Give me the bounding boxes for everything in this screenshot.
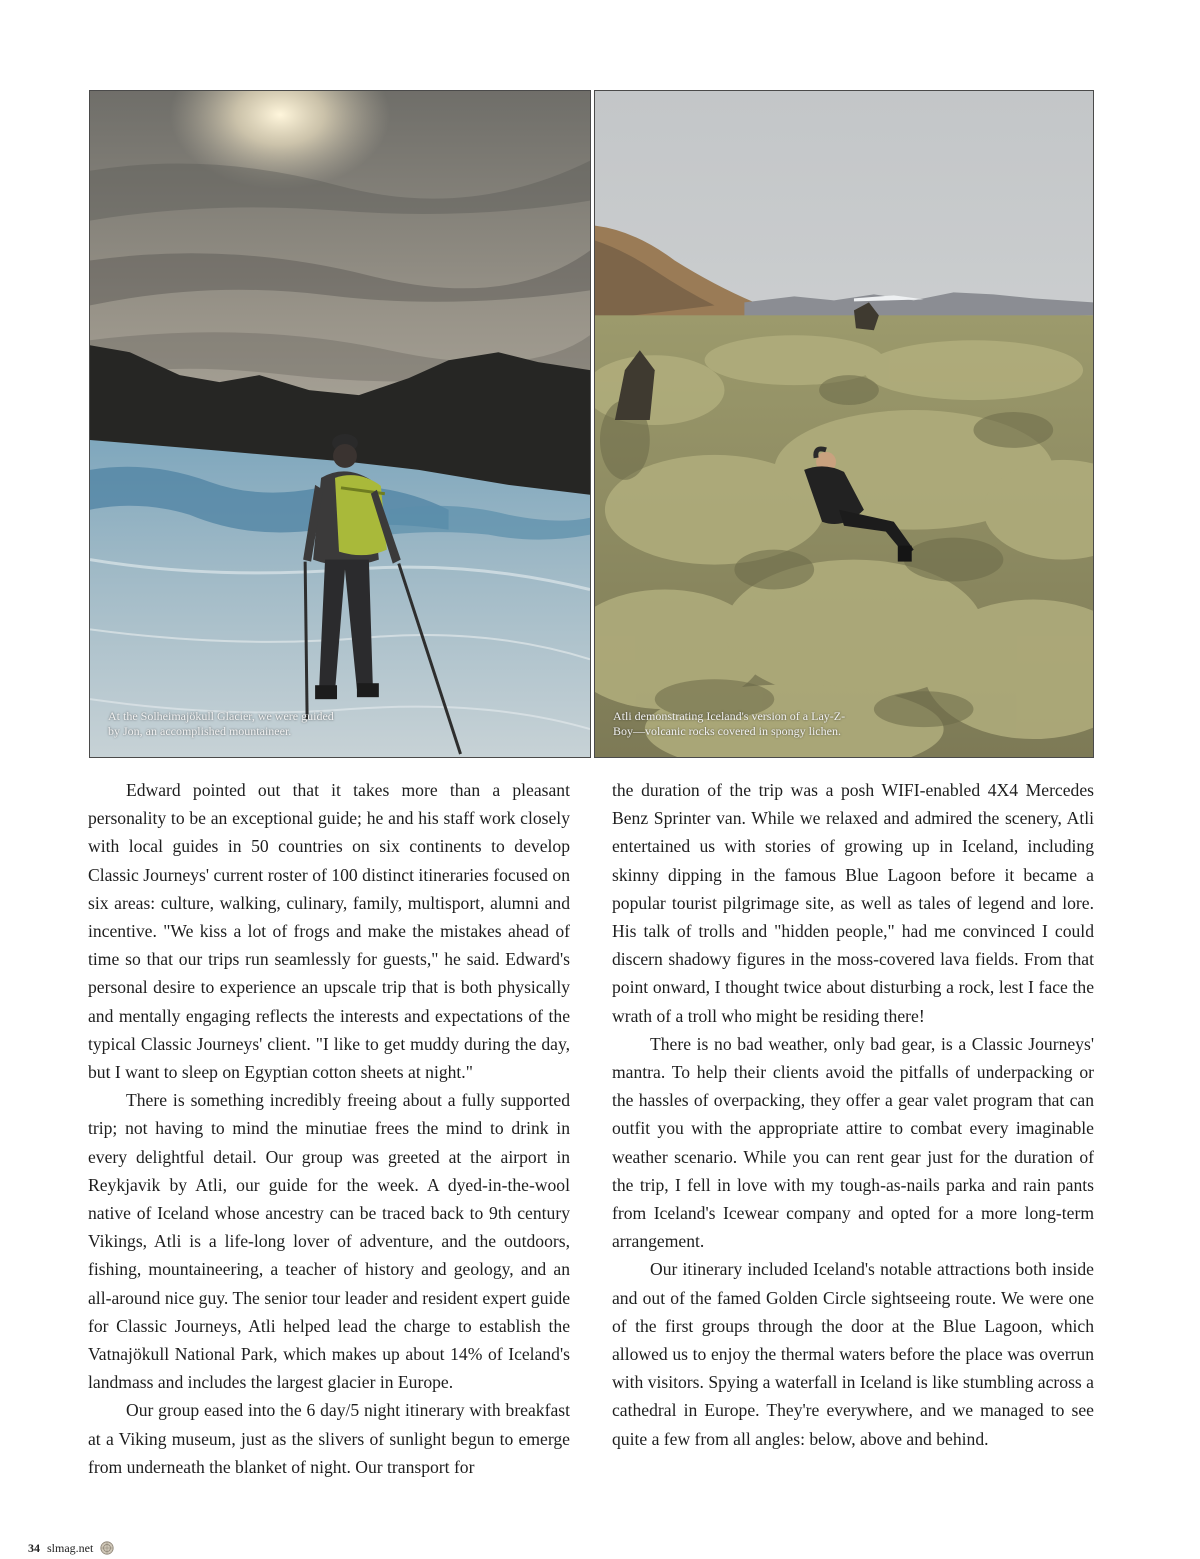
article-paragraph: Our group eased into the 6 day/5 night itinerary with breakfast at a Viking museum, just as the slivers of sunlight begun to emerge from underneath the blanket of night. Our transport for [88, 1400, 570, 1477]
page-footer [28, 1540, 114, 1556]
article-paragraph: There is something incredibly freeing about a fully supported trip; not having to mind the minutiae frees the mind to drink in every delightful detail. Our group was greeted at the airport in Reykjavik by Atli, our guide for the week. A dyed-in-the-wool native of Iceland whose ancestry can be traced back to 9th century Vikings, Atli is a life-long lover of adventure, and the outdoors, fishing, mountaineering, a teacher of history and geology, and an all-around nice guy. The senior tour leader and resident expert guide for Classic Journeys, Atli helped lead the charge to establish the Vatnajökull National Park, which makes up about 14% of Iceland's landmass and includes the largest glacier in Europe. [88, 1090, 570, 1393]
article-paragraph: the duration of the trip was a posh WIFI-enabled 4X4 Mercedes Benz Sprinter van. While we relaxed and admired the scenery, Atli entertained us with stories of growing up in Iceland, including skinny dipping in the famous Blue Lagoon before it became a popular tourist pilgrimage site, as well as tales of legend and lore. His talk of trolls and "hidden people," had me convinced I could discern shadowy figures in the moss-covered lava fields. From that point onward, I thought twice about disturbing a rock, lest I face the wrath of a troll who might be residing there! [612, 780, 1094, 1026]
article-paragraph: Our itinerary included Iceland's notable attractions both inside and out of the famed Golden Circle sightseeing route. We were one of the first groups through the door at the Blue Lagoon, which allowed us to enjoy the thermal waters before the place was overrun with visitors. Spying a waterfall in Iceland is like stumbling across a cathedral in Europe. They're everywhere, and we managed to see quite a few from all angles: below, above and behind. [612, 1259, 1094, 1449]
photo-glacier-hiker [89, 90, 591, 758]
magazine-logo-icon [100, 1541, 114, 1555]
article-paragraph: There is no bad weather, only bad gear, is a Classic Journeys' mantra. To help their clients avoid the pitfalls of underpacking or the hassles of overpacking, they offer a gear valet program that can outfit you with the appropriate attire to combat every imaginable weather scenario. While you can rent gear just for the duration of the trip, I fell in love with my tough-as-nails parka and rain pants from Iceland's Icewear company and opted for a more long-term arrangement. [612, 1033, 1094, 1252]
article-column-right [612, 776, 1094, 1453]
photo-caption-glacier: At the Solheimajökull Glacier, we were guided by Jon, an accomplished mountaineer. [108, 709, 334, 738]
glacier-hiker-image [90, 91, 590, 757]
lava-field-image [595, 91, 1093, 757]
photo-lava-field [594, 90, 1094, 758]
page-number: 34 [28, 1541, 40, 1555]
article-column-left [88, 776, 570, 1481]
photo-caption-lava: Atli demonstrating Iceland's version of a Lay-Z-Boy—volcanic rocks covered in spongy lichen. [613, 709, 846, 738]
site-url[interactable]: slmag.net [47, 1541, 94, 1555]
article-paragraph: Edward pointed out that it takes more than a pleasant personality to be an exceptional guide; he and his staff work closely with local guides in 50 countries on six continents to develop Classic Journeys' current roster of 100 distinct itineraries focused on six areas: culture, walking, culinary, family, multisport, alumni and incentive. "We kiss a lot of frogs and make the mistakes ahead of time so that our trips run seamlessly for guests," he said. Edward's personal desire to experience an upscale trip that is both physically and mentally engaging reflects the interests and expectations of the typical Classic Journeys' client. "I like to get muddy during the day, but I want to sleep on Egyptian cotton sheets at night." [88, 780, 570, 1083]
